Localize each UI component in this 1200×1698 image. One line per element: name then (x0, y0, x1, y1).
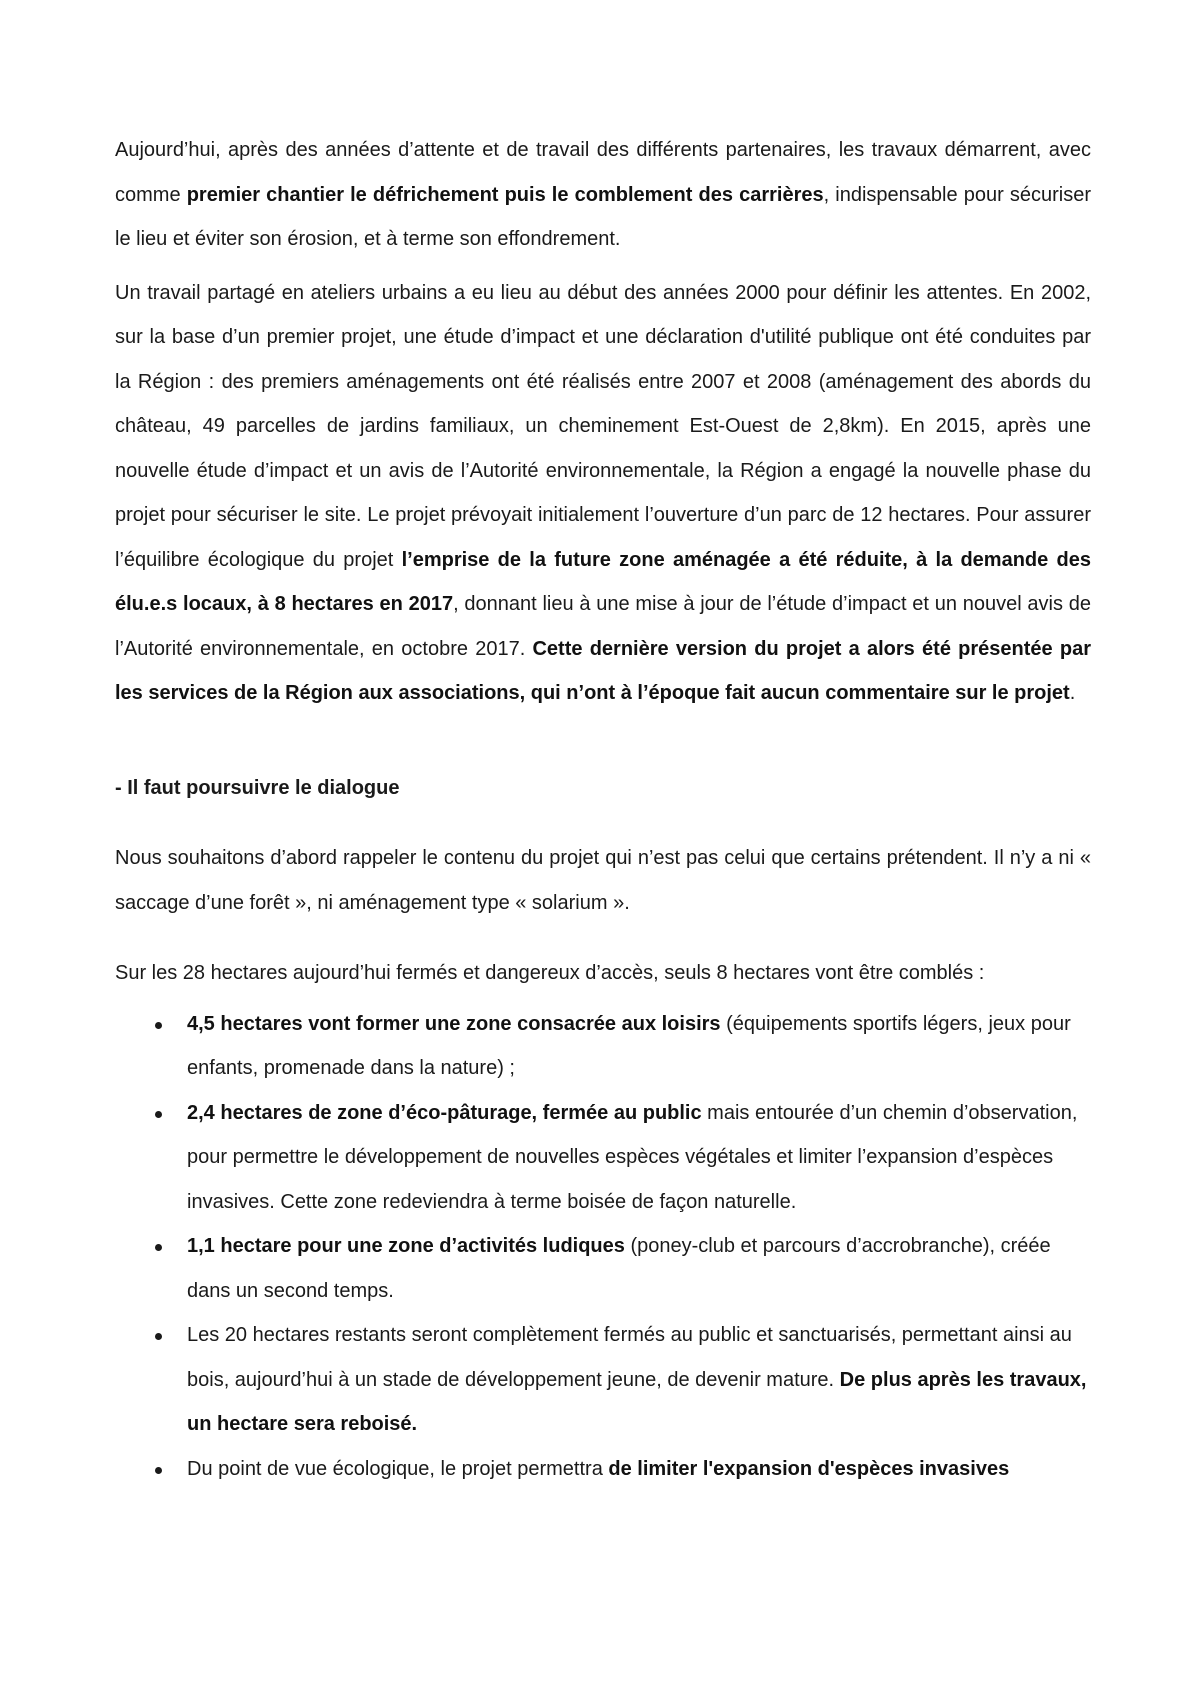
section-heading: - Il faut poursuivre le dialogue (115, 776, 400, 799)
bullet-icon (155, 1111, 162, 1118)
text: . (1069, 682, 1076, 704)
text: (équipements sportifs légers, jeux pour enfants, promenade dans la nature) ; (187, 1012, 1071, 1079)
bullet-icon (155, 1022, 162, 1029)
bold-text: Cette dernière version du projet a alors été présentée par les services de la Région aux associations, qui n’ont à l’époque fait aucun commentaire sur le projet (115, 637, 1091, 704)
bullet-list (115, 1002, 1091, 1492)
bold-text: 4,5 hectares vont former une zone consacrée aux loisirs (187, 1012, 721, 1035)
text: Aujourd’hui, après des années d’attente et de travail des différents partenaires, les travaux démarrent, avec comme (115, 139, 1091, 206)
document-page (115, 128, 1091, 1491)
list-item (115, 1447, 1091, 1492)
list-item (115, 1002, 1091, 1091)
bullet-icon (155, 1244, 162, 1251)
text: Un travail partagé en ateliers urbains a eu lieu au début des années 2000 pour définir les attentes. En 2002, sur la base d’un premier projet, une étude d’impact et une déclaration d'utilité publique ont été conduites par la Région : des premiers aménagements ont été réalisés entre 2007 et 2008 (aménagement des abords du château, 49 parcelles de jardins familiaux, un cheminement Est-Ouest de 2,8km). En 2015, après une nouvelle étude d’impact et un avis de l’Autorité environnementale, la Région a engagé la nouvelle phase du projet pour sécuriser le site. Le projet prévoyait initialement l’ouverture d’un parc de 12 hectares. Pour assurer l’équilibre écologique du projet (115, 281, 1091, 571)
text: mais entourée d’un chemin d’observation, pour permettre le développement de nouvelles espèces végétales et limiter l’expansion d’espèces invasives. Cette zone redeviendra à terme boisée de façon naturelle. (187, 1101, 1078, 1213)
list-item (115, 1313, 1091, 1447)
text: , donnant lieu à une mise à jour de l’étude d’impact et un nouvel avis de l’Autorité environnementale, en octobre 2017. (115, 593, 1091, 660)
paragraph-hectares: Sur les 28 hectares aujourd’hui fermés et dangereux d’accès, seuls 8 hectares vont être comblés : (115, 962, 985, 984)
paragraph-recall: Nous souhaitons d’abord rappeler le contenu du projet qui n’est pas celui que certains prétendent. Il n’y a ni « saccage d’une forêt », ni aménagement type « solarium ». (115, 847, 1091, 914)
text: (poney-club et parcours d’accrobranche), créée dans un second temps. (187, 1235, 1051, 1302)
text: , indispensable pour sécuriser le lieu et éviter son érosion, et à terme son effondrement. (115, 183, 1092, 250)
bullet-icon (155, 1467, 162, 1474)
bold-text: l’emprise de la future zone aménagée a été réduite, à la demande des élu.e.s locaux, à 8 hectares en 2017 (115, 548, 1091, 615)
list-item (115, 1224, 1091, 1313)
bullet-icon (155, 1333, 162, 1340)
text: Du point de vue écologique, le projet permettra (187, 1457, 609, 1480)
bold-text: 2,4 hectares de zone d’éco-pâturage, fermée au public (187, 1101, 702, 1124)
bold-text: De plus après les travaux, un hectare sera reboisé. (187, 1368, 1087, 1435)
paragraph-history (115, 271, 1091, 716)
paragraph-intro (115, 128, 1091, 262)
bold-text: premier chantier le défrichement puis le comblement des carrières (186, 183, 824, 206)
bold-text: 1,1 hectare pour une zone d’activités ludiques (187, 1235, 625, 1257)
text: Les 20 hectares restants seront complètement fermés au public et sanctuarisés, permettant ainsi au bois, aujourd’hui à un stade de développement jeune, de devenir mature. (187, 1324, 1072, 1391)
list-item (115, 1091, 1091, 1225)
bold-text: de limiter l'expansion d'espèces invasives (608, 1457, 1010, 1480)
